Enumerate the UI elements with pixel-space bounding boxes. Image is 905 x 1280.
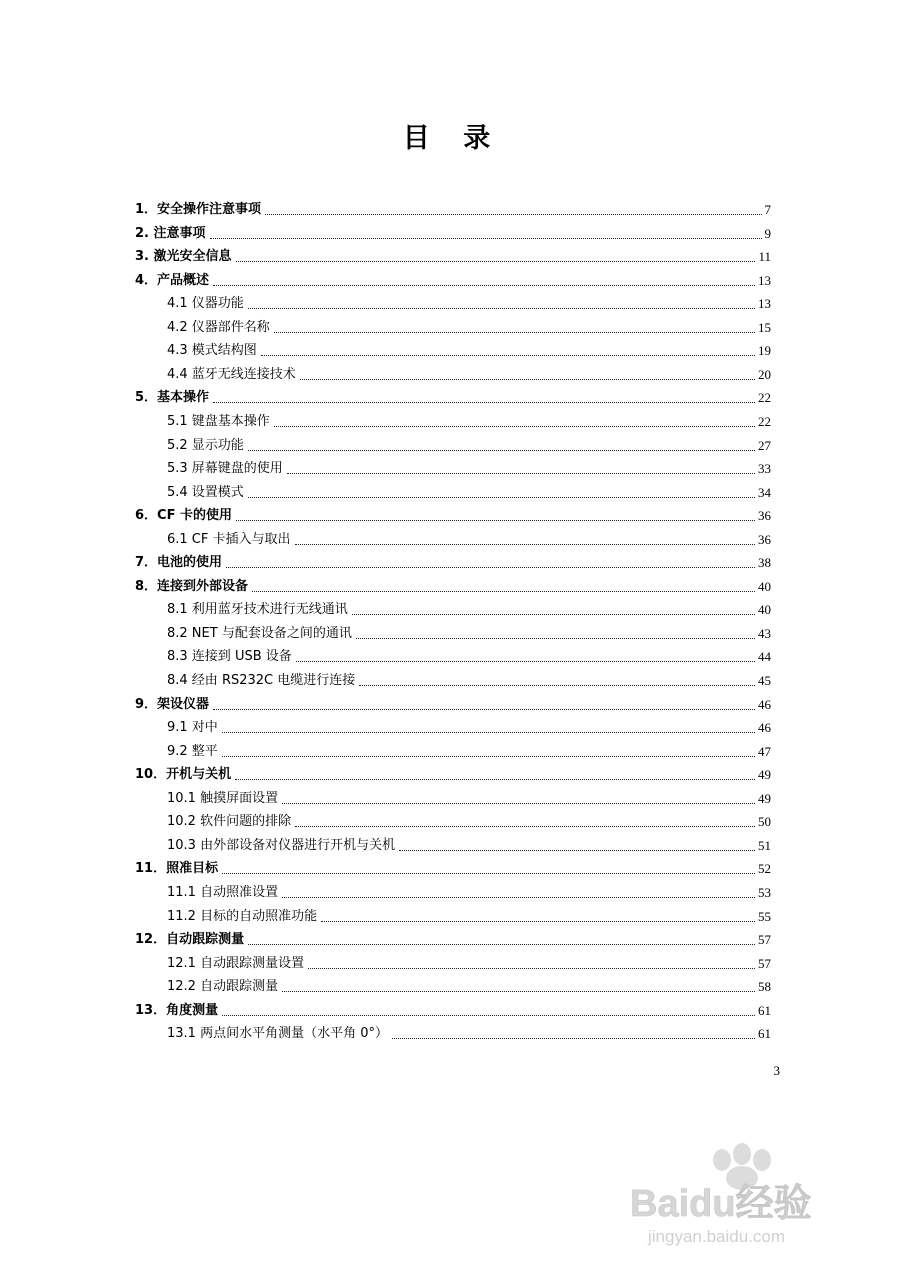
toc-entry-page: 13: [758, 296, 771, 312]
toc-entry-label: 8．连接到外部设备: [135, 578, 249, 594]
toc-dot-leader: [300, 379, 755, 380]
toc-entry-label: 5.4 设置模式: [167, 484, 244, 500]
toc-entry-page: 58: [758, 979, 771, 995]
toc-entry-page: 36: [758, 508, 771, 524]
toc-entry-page: 61: [758, 1026, 771, 1042]
toc-entry: [135, 998, 771, 1021]
toc-subentry: [167, 809, 771, 832]
toc-dot-leader: [295, 544, 756, 545]
toc-subentry: [167, 644, 771, 667]
toc-entry-label: 4.3 模式结构图: [167, 343, 257, 359]
toc-subentry: [167, 409, 771, 432]
toc-entry-page: 49: [758, 767, 771, 783]
toc-entry: [135, 244, 771, 267]
watermark-url: jingyan.baidu.com: [648, 1227, 786, 1246]
toc-entry-label: 12.2 自动跟踪测量: [167, 979, 279, 995]
toc-entry: [135, 927, 771, 950]
toc-entry-page: 20: [758, 366, 771, 382]
toc-subentry: [167, 786, 771, 809]
toc-entry-page: 9: [764, 225, 771, 241]
toc-entry: [135, 550, 771, 573]
toc-entry-label: 4．产品概述: [135, 272, 210, 288]
toc-subentry: [167, 739, 771, 762]
toc-dot-leader: [235, 779, 755, 780]
toc-subentry: [167, 1021, 771, 1044]
toc-entry: [135, 856, 771, 879]
toc-dot-leader: [248, 497, 755, 498]
toc-entry-page: 49: [758, 790, 771, 806]
toc-entry-label: 9.1 对中: [167, 720, 218, 736]
toc-entry-label: 12.1 自动跟踪测量设置: [167, 955, 305, 971]
toc-entry-label: 2. 注意事项: [135, 225, 206, 241]
toc-entry-page: 50: [758, 814, 771, 830]
toc-entry-page: 40: [758, 578, 771, 594]
toc-entry-label: 4.2 仪器部件名称: [167, 319, 270, 335]
toc-entry-label: 3. 激光安全信息: [135, 249, 232, 265]
toc-dot-leader: [308, 968, 755, 969]
toc-entry: [135, 692, 771, 715]
toc-entry-page: 43: [758, 625, 771, 641]
toc-entry-page: 34: [758, 484, 771, 500]
toc-dot-leader: [392, 1038, 755, 1039]
toc-entry-page: 22: [758, 413, 771, 429]
toc-entry-page: 52: [758, 861, 771, 877]
toc-subentry: [167, 880, 771, 903]
toc-entry-label: 1．安全操作注意事项: [135, 202, 262, 217]
page-title: 目 录: [402, 123, 503, 154]
toc-entry-page: 57: [758, 955, 771, 971]
toc-entry-label: 11.2 目标的自动照准功能: [167, 908, 318, 924]
toc-dot-leader: [222, 873, 755, 874]
toc-entry-page: 19: [758, 343, 771, 359]
toc-dot-leader: [265, 214, 761, 215]
toc-entry-page: 11: [758, 249, 771, 265]
watermark-logo-text: Baidu经验: [630, 1183, 812, 1225]
toc-entry-page: 45: [758, 673, 771, 688]
toc-dot-leader: [236, 261, 756, 262]
toc-entry-page: 33: [758, 461, 771, 477]
toc-entry-label: 10.2 软件问题的排除: [167, 814, 292, 830]
toc-dot-leader: [236, 520, 755, 521]
toc-entry-page: 7: [764, 202, 771, 217]
toc-entry-label: 5.2 显示功能: [167, 437, 244, 453]
toc-entry-label: 4.4 蓝牙无线连接技术: [167, 366, 296, 382]
toc-entry-label: 9.2 整平: [167, 743, 218, 759]
toc-entry-page: 38: [758, 555, 771, 571]
toc-dot-leader: [399, 850, 755, 851]
toc-subentry: [167, 456, 771, 479]
toc-dot-leader: [274, 426, 755, 427]
toc-entry-label: 6.1 CF 卡插入与取出: [167, 531, 291, 547]
baidu-jingyan-watermark: [612, 1140, 882, 1250]
toc-subentry: [167, 597, 771, 620]
toc-entry-label: 8.2 NET 与配套设备之间的通讯: [167, 625, 352, 641]
toc-dot-leader: [282, 803, 755, 804]
toc-dot-leader: [248, 308, 755, 309]
toc-entry-page: 27: [758, 437, 771, 453]
toc-entry-label: 8.4 经由 RS232C 电缆进行连接: [167, 673, 356, 688]
toc-entry: [135, 574, 771, 597]
toc-dot-leader: [248, 944, 755, 945]
toc-subentry: [167, 527, 771, 550]
toc-dot-leader: [213, 285, 755, 286]
toc-entry-label: 13.1 两点间水平角测量（水平角 0°）: [167, 1026, 388, 1042]
toc-entry-label: 10.3 由外部设备对仪器进行开机与关机: [167, 837, 396, 853]
toc-entry: [135, 762, 771, 785]
toc-entry-label: 13．角度测量: [135, 1002, 219, 1018]
toc-subentry: [167, 362, 771, 385]
toc-entry-page: 61: [758, 1002, 771, 1018]
toc-entry: [135, 503, 771, 526]
toc-subentry: [167, 715, 771, 738]
toc-entry-label: 4.1 仪器功能: [167, 296, 244, 312]
toc-dot-leader: [295, 826, 755, 827]
toc-subentry: [167, 433, 771, 456]
toc-entry-label: 5.3 屏幕键盘的使用: [167, 461, 283, 477]
toc-subentry: [167, 904, 771, 927]
toc-entry-label: 10.1 触摸屏面设置: [167, 790, 279, 806]
toc-dot-leader: [248, 450, 755, 451]
toc-subentry: [167, 833, 771, 856]
toc-entry-label: 6．CF 卡的使用: [135, 508, 232, 524]
toc-subentry: [167, 951, 771, 974]
toc-entry: [135, 197, 771, 220]
toc-subentry: [167, 338, 771, 361]
toc-entry-label: 8.3 连接到 USB 设备: [167, 649, 292, 665]
toc-dot-leader: [213, 709, 755, 710]
toc-entry-label: 5.1 键盘基本操作: [167, 413, 270, 429]
toc-entry-page: 22: [758, 390, 771, 406]
toc-dot-leader: [261, 355, 755, 356]
toc-entry-page: 53: [758, 884, 771, 900]
toc-entry-label: 12．自动跟踪测量: [135, 932, 245, 948]
toc-dot-leader: [287, 473, 755, 474]
toc-dot-leader: [282, 991, 755, 992]
toc-entry: [135, 385, 771, 408]
toc-dot-leader: [321, 921, 755, 922]
toc-entry-label: 8.1 利用蓝牙技术进行无线通讯: [167, 602, 348, 618]
toc-dot-leader: [282, 897, 755, 898]
toc-subentry: [167, 621, 771, 644]
toc-entry-label: 11.1 自动照准设置: [167, 884, 279, 900]
toc-entry-label: 9．架设仪器: [135, 696, 210, 712]
toc-entry-page: 46: [758, 720, 771, 736]
toc-entry: [135, 268, 771, 291]
toc-entry-page: 44: [758, 649, 771, 665]
toc-dot-leader: [222, 756, 755, 757]
toc-entry-label: 11．照准目标: [135, 861, 219, 877]
toc-entry-page: 15: [758, 319, 771, 335]
toc-entry-page: 57: [758, 932, 771, 948]
toc-subentry: [167, 291, 771, 314]
toc-dot-leader: [296, 661, 755, 662]
toc-dot-leader: [213, 402, 755, 403]
toc-entry-label: 5．基本操作: [135, 390, 210, 406]
toc-dot-leader: [359, 685, 755, 686]
toc-entry-page: 51: [758, 837, 771, 853]
toc-entry-page: 55: [758, 908, 771, 924]
toc-subentry: [167, 315, 771, 338]
toc-subentry: [167, 668, 771, 691]
toc-dot-leader: [252, 591, 755, 592]
toc-dot-leader: [210, 238, 762, 239]
toc-entry-page: 36: [758, 531, 771, 547]
toc-dot-leader: [222, 732, 755, 733]
toc-dot-leader: [222, 1015, 755, 1016]
toc-entry-page: 40: [758, 602, 771, 618]
toc-entry-label: 10．开机与关机: [135, 767, 232, 783]
toc-dot-leader: [226, 567, 755, 568]
page-number: 3: [773, 1063, 780, 1078]
toc-entry-page: 13: [758, 272, 771, 288]
toc-subentry: [167, 974, 771, 997]
toc-dot-leader: [352, 614, 755, 615]
toc-dot-leader: [356, 638, 755, 639]
toc-dot-leader: [274, 332, 755, 333]
toc-entry-label: 7．电池的使用: [135, 555, 223, 571]
toc-entry-page: 46: [758, 696, 771, 712]
toc-entry-page: 47: [758, 743, 771, 759]
toc-subentry: [167, 480, 771, 503]
toc-entry: [135, 221, 771, 244]
